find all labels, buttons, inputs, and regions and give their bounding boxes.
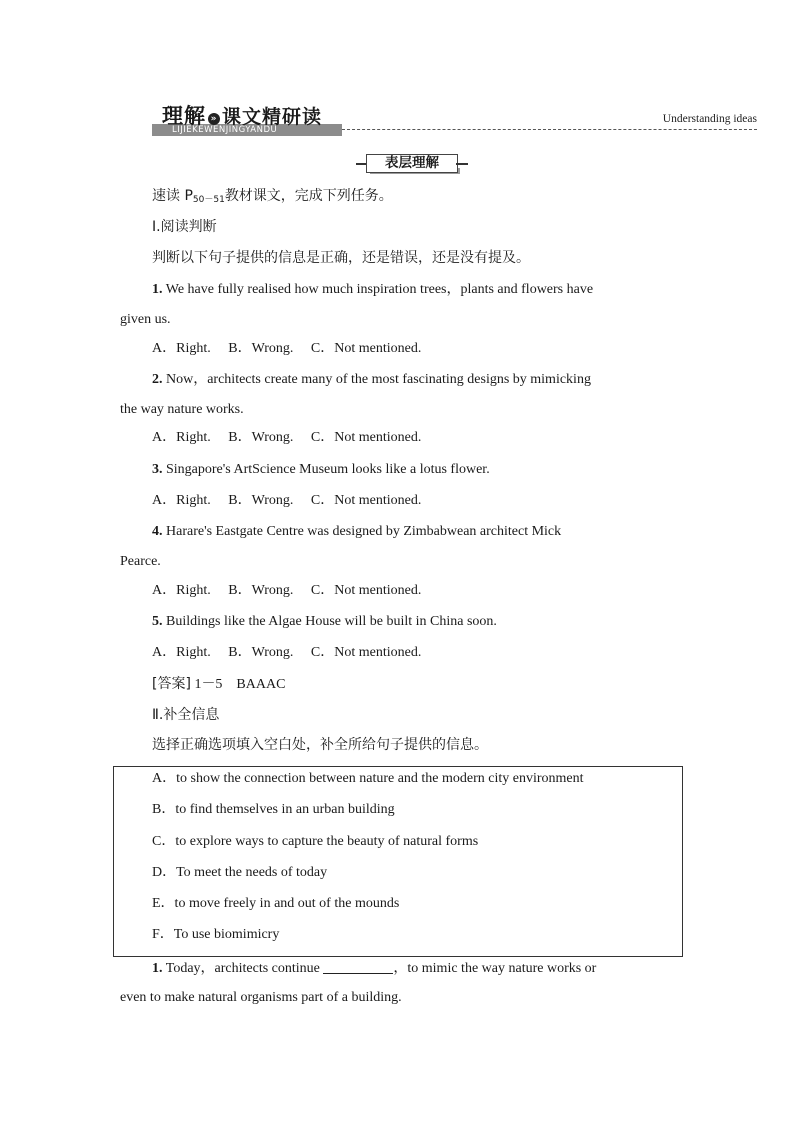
option-d: D．To meet the needs of today	[152, 865, 328, 880]
question-3-choices: A．Right. B．Wrong. C．Not mentioned.	[152, 493, 422, 508]
answer-line	[152, 675, 285, 694]
question-1-cont: given us.	[120, 312, 171, 327]
answer-blank[interactable]	[323, 959, 393, 974]
part1-instruction: 判断以下句子提供的信息是正确，还是错误，还是没有提及。	[152, 250, 530, 266]
question-number: 5.	[152, 614, 163, 629]
section-heading	[356, 153, 468, 173]
header-title-part1: 理解	[162, 104, 206, 128]
question-number: 3.	[152, 462, 163, 477]
question-3	[152, 461, 490, 479]
question-text: Singapore's ArtScience Museum looks like a lotus flower.	[166, 462, 490, 477]
header-title	[162, 100, 322, 130]
question-number: 4.	[152, 524, 163, 539]
question-text-before: Today，architects continue	[165, 961, 320, 976]
heading-rule-right	[456, 163, 468, 165]
option-e: E．to move freely in and out of the mounds	[152, 896, 400, 911]
double-arrow-icon: »	[208, 113, 220, 125]
question-2-choices: A．Right. B．Wrong. C．Not mentioned.	[152, 430, 422, 445]
part2-instruction: 选择正确选项填入空白处，补全所给句子提供的信息。	[152, 737, 488, 753]
question-text: Now，architects create many of the most fascinating designs by mimicking	[166, 372, 591, 387]
question-text: Buildings like the Algae House will be built in China soon.	[166, 614, 497, 629]
question-2-cont: the way nature works.	[120, 402, 244, 417]
header-english: Understanding ideas	[662, 113, 757, 125]
question-number: 1.	[152, 282, 163, 297]
intro-suffix: 教材课文，完成下列任务。	[224, 188, 393, 204]
intro-line	[152, 187, 393, 209]
fill-question-1	[152, 959, 596, 978]
header-pinyin: LIJIEKEWENJINGYANDU	[172, 125, 278, 135]
question-text-after: ，to mimic the way nature works or	[393, 961, 597, 976]
question-4-choices: A．Right. B．Wrong. C．Not mentioned.	[152, 583, 422, 598]
question-4	[152, 523, 561, 541]
header-divider	[342, 129, 757, 130]
answer-label: [答案]	[152, 676, 191, 692]
question-4-cont: Pearce.	[120, 554, 161, 569]
header-title-part2: 课文精研读	[222, 106, 323, 128]
question-number: 2.	[152, 372, 163, 387]
option-b: B．to find themselves in an urban building	[152, 802, 395, 817]
question-2	[152, 371, 591, 389]
question-1	[152, 281, 673, 299]
page-header	[152, 100, 757, 140]
option-c: C．to explore ways to capture the beauty of natural forms	[152, 834, 479, 849]
intro-pages: 50－51	[192, 195, 225, 205]
question-5-choices: A．Right. B．Wrong. C．Not mentioned.	[152, 645, 422, 660]
option-f: F．To use biomimicry	[152, 927, 280, 942]
intro-prefix: 速读 P	[152, 188, 193, 204]
option-a: A．to show the connection between nature and the modern city environment	[152, 771, 584, 786]
question-text: We have fully realised how much inspiration trees，plants and flowers have	[165, 282, 594, 297]
question-1-choices: A．Right. B．Wrong. C．Not mentioned.	[152, 341, 422, 356]
fill-question-1-cont: even to make natural organisms part of a building.	[120, 990, 402, 1005]
part1-title: Ⅰ.阅读判断	[152, 219, 217, 235]
heading-text: 表层理解	[385, 155, 439, 171]
question-text: Harare's Eastgate Centre was designed by Zimbabwean architect Mick	[166, 524, 562, 539]
answer-text: 1－5 BAAAC	[194, 677, 286, 692]
question-number: 1.	[152, 961, 163, 976]
question-5	[152, 613, 497, 631]
part2-title: Ⅱ.补全信息	[152, 707, 220, 723]
